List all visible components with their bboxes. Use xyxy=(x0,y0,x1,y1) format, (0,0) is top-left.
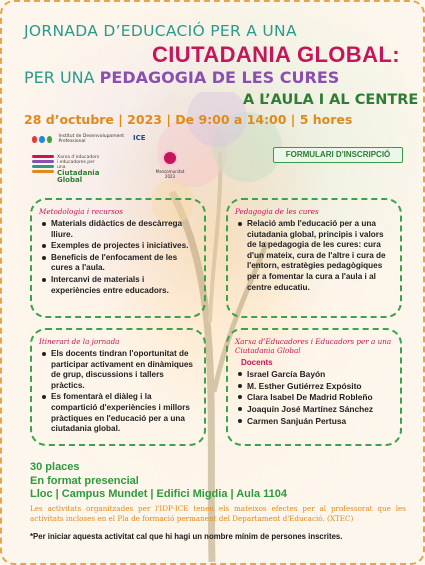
methodology-title: Metodologia i recursos xyxy=(39,207,123,216)
ice-logo: ICE xyxy=(133,134,146,142)
xarxa-logo-big-text: Ciutadania Global xyxy=(57,169,100,184)
title-line-4: A L’AULA I AL CENTRE xyxy=(243,92,419,108)
list-item: Materials didàctics de descàrrega lliure. xyxy=(51,219,196,240)
list-item: Joaquín José Martínez Sánchez xyxy=(247,404,392,415)
itinerary-title: Itinerari de la jornada xyxy=(39,337,120,346)
logo-dot-icon xyxy=(32,136,37,143)
itinerary-box xyxy=(30,328,206,446)
list-item: Relació amb l'educació per a una ciutadania global, principis i valors de la pedagogia de les cures: cura d'un mateix, cura de l'altre i cura de l'entorn, estratègies pedagògiques per a fomentar la cura a l'aula i al centre educatiu. xyxy=(247,219,392,293)
list-item: Israel García Bayón xyxy=(247,369,392,380)
pedagogy-list xyxy=(235,219,392,293)
minimum-participants-note: *Per iniciar aquesta activitat cal que hi hagi un nombre mínim de persones inscrites. xyxy=(30,532,343,541)
logo-dot-icon xyxy=(47,136,52,143)
network-box xyxy=(226,328,402,446)
xarxa-logo xyxy=(32,155,109,184)
list-item: Carmen Sanjuán Pertusa xyxy=(247,416,392,427)
list-item: Els docents tindran l'oportunitat de participar activament en dinàmiques de grup, discussions i tallers pràctics. xyxy=(51,349,196,391)
idp-logo-text: Institut de Desenvolupament Professional xyxy=(58,134,124,144)
pedagogy-box xyxy=(226,198,402,318)
seal-icon xyxy=(162,150,178,166)
pedagogy-title: Pedagogia de les cures xyxy=(235,207,319,216)
places-count: 30 places xyxy=(30,461,80,473)
seal-label: Mancomunitat 2023 xyxy=(155,169,185,179)
methodology-list xyxy=(39,219,196,296)
network-title: Xarxa d’Educadores i Educadors per a una Ciutadania Global xyxy=(235,337,392,355)
certification-note: Les activitats organitzades per l'IDP-ICE tenen els mateixos efectes per al professorat que les activitats incloses en el Pla de formació permanent del Departament d'Educació. (XTEC) xyxy=(30,504,406,523)
teachers-subtitle: Docents xyxy=(241,358,273,367)
location-text: Lloc | Campus Mundet | Edifici Migdia | Aula 1104 xyxy=(30,488,287,500)
event-date: 28 d’octubre | 2023 | De 9:00 a 14:00 | 5 hores xyxy=(24,112,353,127)
title-line-3-highlight: PEDAGOGIA DE LES CURES xyxy=(99,68,340,87)
itinerary-list xyxy=(39,349,196,435)
teachers-list xyxy=(235,369,392,427)
xarxa-logo-small-text: Xarxa d’educadors i educadores per una xyxy=(57,155,100,170)
list-item: Es fomentarà el diàleg i la compartició d'experiències i millors pràctiques en l'educació per a una ciutadania global. xyxy=(51,392,196,434)
list-item: Intercanvi de materials i experiències entre educadors. xyxy=(51,275,196,296)
list-item: Beneficis de l'enfocament de les cures a l'aula. xyxy=(51,253,196,274)
registration-form-button[interactable]: FORMULARI D'INSCRIPCIÓ xyxy=(273,147,403,163)
methodology-box xyxy=(30,198,206,318)
list-item: M. Esther Gutiérrez Expósito xyxy=(247,381,392,392)
xarxa-logo-mark xyxy=(32,155,54,175)
logo-dot-icon xyxy=(39,136,44,143)
format-text: En format presencial xyxy=(30,474,139,487)
title-line-2: CIUTADANIA GLOBAL: xyxy=(152,42,400,67)
mancomunitat-seal xyxy=(152,150,188,179)
event-details xyxy=(30,461,287,502)
title-line-3 xyxy=(24,68,339,87)
title-line-3-prefix: PER UNA xyxy=(24,68,100,87)
title-line-1: JORNADA D’EDUCACIÓ PER A UNA xyxy=(24,22,297,40)
list-item: Clara Isabel De Madrid Robleño xyxy=(247,392,392,403)
list-item: Exemples de projectes i iniciatives. xyxy=(51,241,196,252)
